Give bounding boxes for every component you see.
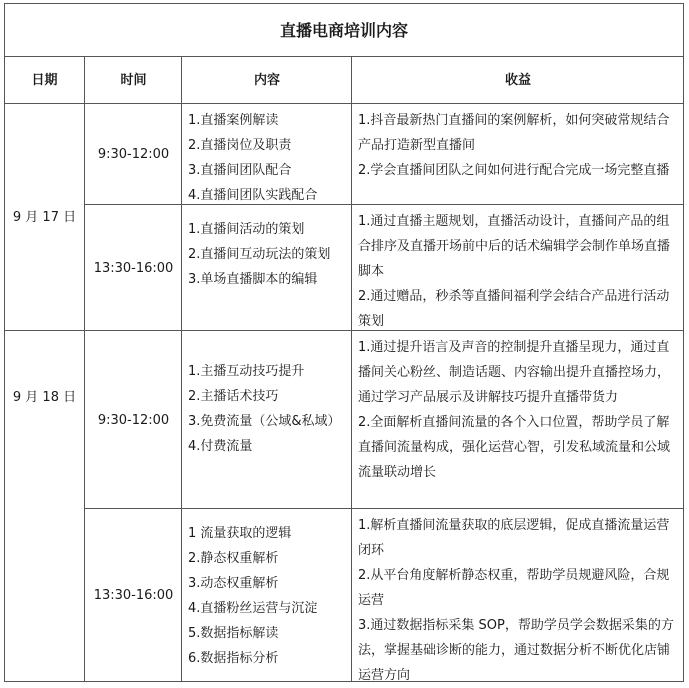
time-cell: 9:30-12:00 xyxy=(97,147,170,162)
content-list xyxy=(182,104,352,205)
content-item: 4.直播粉丝运营与沉淀 xyxy=(188,601,318,616)
content-item: 2.直播间互动玩法的策划 xyxy=(188,247,331,262)
time-cell: 13:30-16:00 xyxy=(93,260,174,276)
content-item: 3.动态权重解析 xyxy=(188,576,279,591)
content-item: 3.单场直播脚本的编辑 xyxy=(188,272,318,287)
benefit-item: 2.通过赠品，秒杀等直播间福利学会结合产品进行活动策划 xyxy=(358,289,670,329)
content-item: 4.直播间团队实践配合 xyxy=(188,188,318,203)
content-item: 1.直播案例解读 xyxy=(188,113,279,128)
benefit-item: 2.全面解析直播间流量的各个入口位置，帮助学员了解直播间流量构成，强化运营心智，引发私域流量和公域流量联动增长 xyxy=(358,415,671,480)
benefit-item: 1.通过直播主题规划，直播活动设计，直播间产品的组合排序及直播开场前中后的话术编辑学会制作单场直播脚本 xyxy=(358,214,671,279)
benefit-item: 2.从平台角度解析静态权重，帮助学员规避风险，合规运营 xyxy=(358,568,670,608)
header-date: 日期 xyxy=(31,73,58,88)
content-list xyxy=(182,331,352,509)
date-cell: 9 月 17 日 xyxy=(12,210,77,225)
benefit-item: 1.解析直播间流量获取的底层逻辑，促成直播流量运营闭环 xyxy=(358,518,670,558)
benefit-list xyxy=(352,509,684,682)
content-item: 2.直播岗位及职责 xyxy=(188,138,292,153)
content-item: 2.主播话术技巧 xyxy=(188,389,279,404)
content-item: 3.直播间团队配合 xyxy=(188,163,292,178)
training-schedule-table xyxy=(4,3,684,682)
content-item: 1 流量获取的逻辑 xyxy=(188,526,292,541)
content-item: 1.主播互动技巧提升 xyxy=(188,364,305,379)
benefit-item: 1.通过提升语言及声音的控制提升直播呈现力，通过直播间关心粉丝、制造话题、内容输出提升直播控场力，通过学习产品展示及讲解技巧提升直播带货力 xyxy=(358,340,671,405)
content-item: 4.付费流量 xyxy=(188,439,253,454)
benefit-list xyxy=(352,104,684,205)
benefit-item: 2.学会直播间团队之间如何进行配合完成一场完整直播 xyxy=(358,163,670,178)
benefit-item: 3.通过数据指标采集 SOP，帮助学员学会数据采集的方法，掌握基础诊断的能力，通过数据分析不断优化店铺运营方向 xyxy=(358,618,674,683)
content-list xyxy=(182,205,352,331)
date-cell: 9 月 18 日 xyxy=(12,390,77,405)
content-item: 6.数据指标分析 xyxy=(188,651,279,666)
header-content: 内容 xyxy=(253,73,280,88)
benefit-list xyxy=(352,205,684,331)
content-item: 1.直播间活动的策划 xyxy=(188,222,305,237)
content-item: 2.静态权重解析 xyxy=(188,551,279,566)
content-item: 5.数据指标解读 xyxy=(188,626,279,641)
header-time: 时间 xyxy=(120,73,147,88)
time-cell: 13:30-16:00 xyxy=(93,588,174,603)
header-benefit: 收益 xyxy=(504,73,531,88)
table-title: 直播电商培训内容 xyxy=(279,20,408,40)
content-list xyxy=(182,509,352,682)
time-cell: 9:30-12:00 xyxy=(97,412,170,428)
benefit-item: 1.抖音最新热门直播间的案例解析，如何突破常规结合产品打造新型直播间 xyxy=(358,113,670,153)
content-item: 3.免费流量（公域&私域） xyxy=(188,414,341,429)
benefit-list xyxy=(352,331,684,509)
